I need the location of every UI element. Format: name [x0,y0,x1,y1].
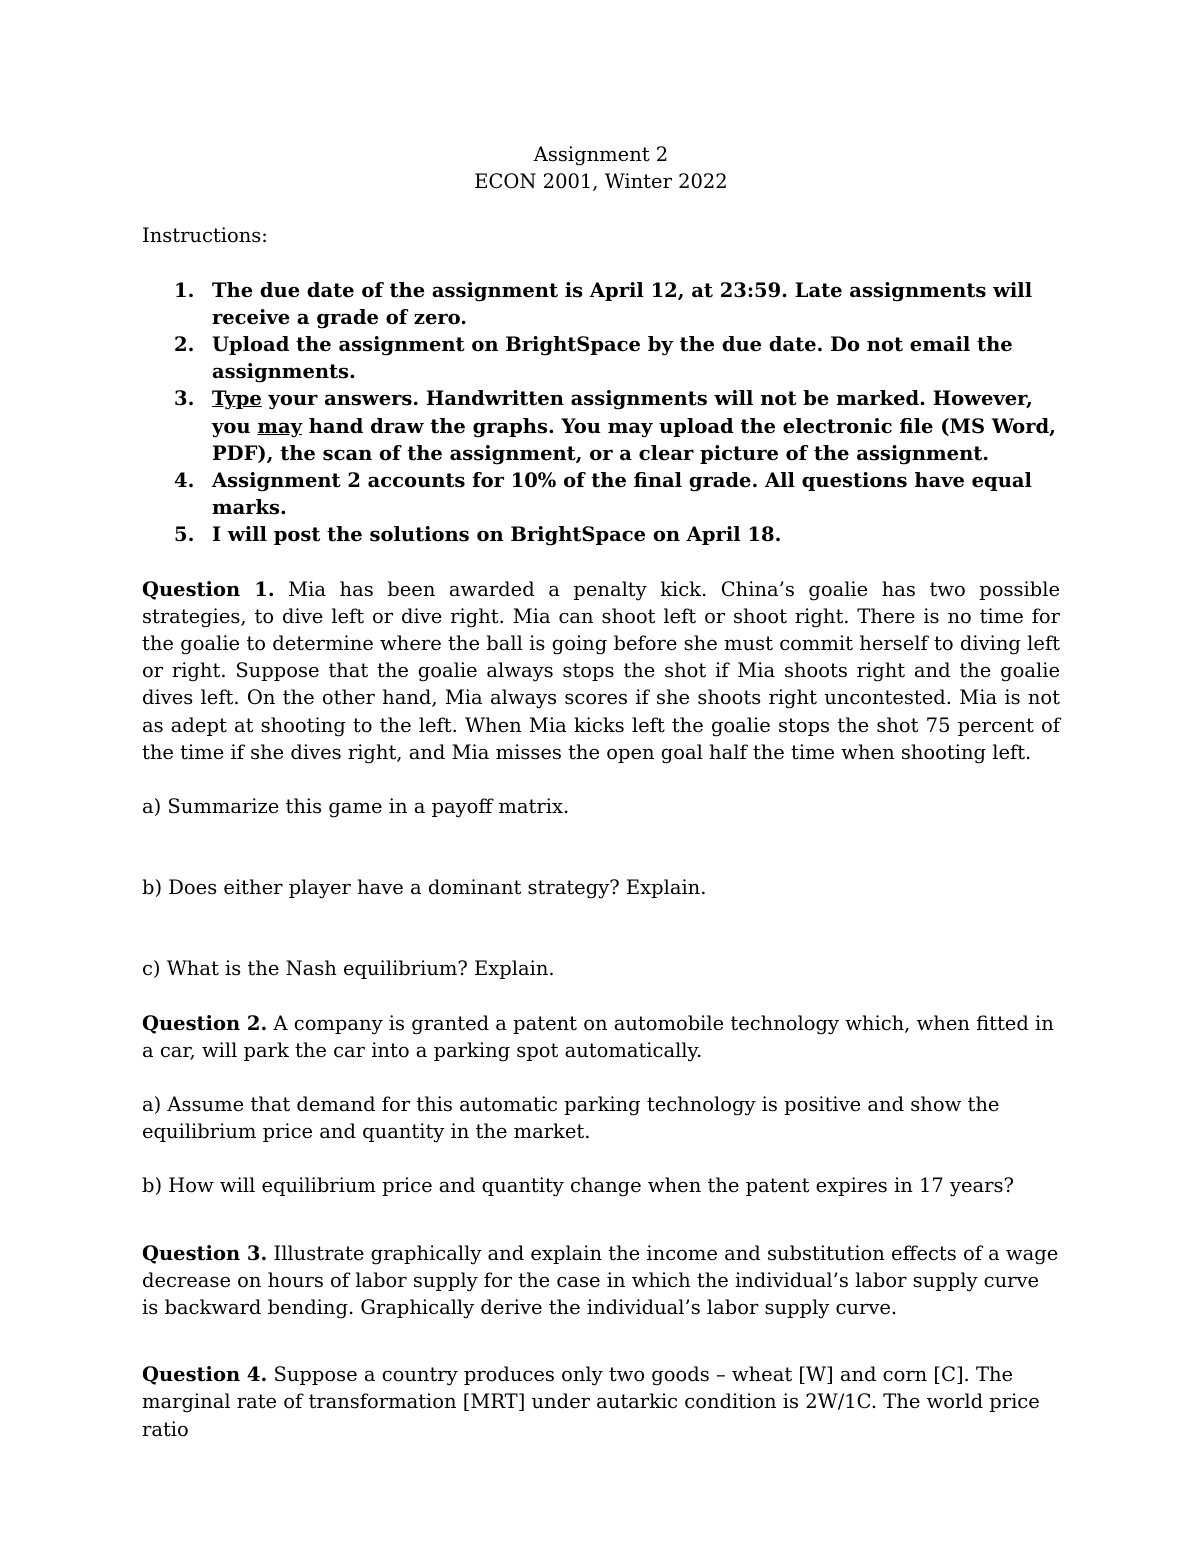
title-block [142,141,1060,195]
list-item [142,467,1060,521]
question-2-text: A company is granted a patent on automobile technology which, when fitted in a car, will park the car into a parking spot automatically. [142,1011,1054,1062]
question-3-text: Illustrate graphically and explain the income and substitution effects of a wage decrease on hours of labor supply for the case in which the individual’s labor supply curve is backward bending. Graphically derive the individual’s labor supply curve. [142,1241,1059,1320]
list-item-text: your answers. Handwritten assignments will not be marked. However, you [212,387,1033,438]
question-4-text: Suppose a country produces only two goods – wheat [W] and corn [C]. The marginal rate of transformation [MRT] under autarkic condition is 2W/1C. The world price ratio [142,1363,1040,1441]
question-2-label: Question 2. [142,1011,268,1035]
list-item-text: hand draw the graphs. You may upload the electronic file (MS Word, PDF), the scan of the assignment, or a clear picture of the assignment. [212,414,1056,465]
underlined-word-may: may [257,414,302,438]
list-number: 1. [174,278,195,302]
question-4-label: Question 4. [142,1363,268,1387]
question-1-label: Question 1. [142,577,275,601]
list-item [142,331,1060,385]
question-3 [142,1240,1060,1322]
list-number: 5. [174,523,195,547]
list-number: 2. [174,332,195,356]
list-item [142,277,1060,331]
list-item-text: Upload the assignment on BrightSpace by the due date. Do not email the assignments. [212,332,1013,384]
list-item-text: Assignment 2 accounts for 10% of the final grade. All questions have equal marks. [212,469,1032,520]
list-item [142,385,1060,467]
list-number: 3. [174,387,195,411]
instructions-heading: Instructions: [142,224,268,248]
question-3-label: Question 3. [142,1241,268,1265]
question-2-part-a: a) Assume that demand for this automatic parking technology is positive and show the equilibrium price and quantity in the market. [142,1093,1000,1144]
list-item-text: I will post the solutions on BrightSpace on April 18. [212,523,782,547]
document-page [142,141,1060,1443]
question-2 [142,1010,1060,1064]
question-2-part-b: b) How will equilibrium price and quantity change when the patent expires in 17 years? [142,1174,1014,1198]
list-item-text: The due date of the assignment is April 12, at 23:59. Late assignments will receive a grade of zero. [212,278,1033,329]
list-number: 4. [174,469,195,492]
question-1-part-a: a) Summarize this game in a payoff matrix. [142,795,570,819]
underlined-word-type: Type [212,387,262,411]
question-1 [142,576,1060,766]
list-item [142,521,1060,548]
question-1-part-b: b) Does either player have a dominant strategy? Explain. [142,876,707,900]
question-1-text: Mia has been awarded a penalty kick. China’s goalie has two possible strategies, to dive left or dive right. Mia can shoot left or shoot right. There is no time for the goalie to determine where the ball is going before she must commit herself to diving left or right. Suppose that the goalie always stops the shot if Mia shoots right and the goalie dives left. On the other hand, Mia always scores if she shoots right uncontested. Mia is not as adept at shooting to the left. When Mia kicks left the goalie stops the shot 75 percent of the time if she dives right, and Mia misses the open goal half the time when shooting left. [142,577,1060,764]
instructions-list [142,277,1060,549]
course-subtitle: ECON 2001, Winter 2022 [474,170,728,194]
question-4 [142,1361,1060,1443]
assignment-title: Assignment 2 [533,143,669,166]
question-1-part-c: c) What is the Nash equilibrium? Explain. [142,957,555,981]
